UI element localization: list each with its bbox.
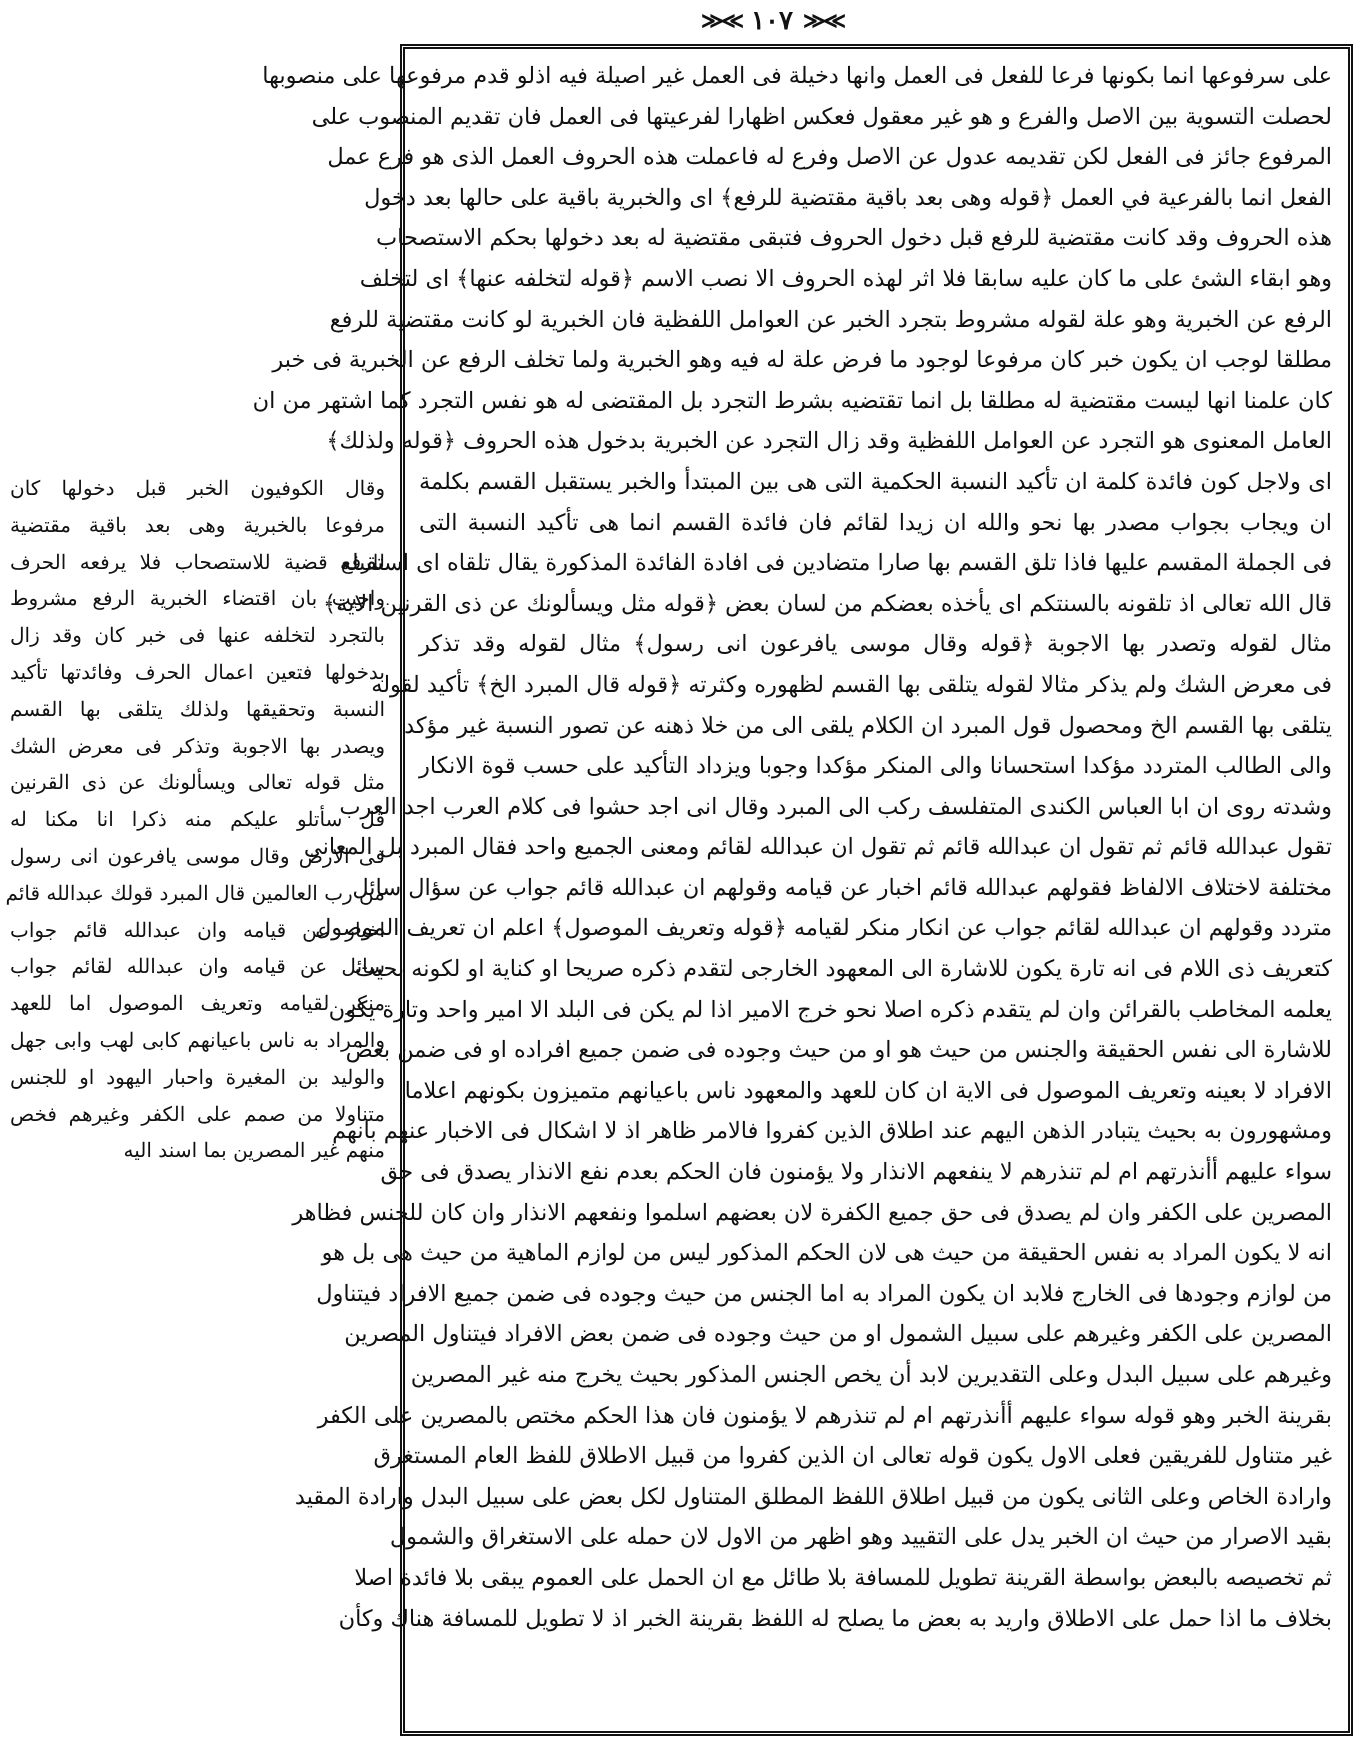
- margin-text-line: مرفوعا بالخبرية وهى بعد باقية مقتضية: [10, 512, 385, 537]
- main-text-line: اى ولاجل كون فائدة كلمة ان تأكيد النسبة الحكمية التى هى بين المبتدأ والخبر يستقبل القسم بكلمة: [419, 468, 1332, 495]
- page-header: [642, 4, 902, 38]
- main-text-line: العامل المعنوى هو التجرد عن العوامل اللفظية وقد زال التجرد عن الخبرية بدخول هذه الحروف ﴿قوله ولذلك﴾: [326, 428, 1332, 455]
- margin-text-line: مثل قوله تعالى ويسألونك عن ذى القرنين: [10, 770, 385, 795]
- main-text-line: الفعل انما بالفرعية في العمل ﴿قوله وهى بعد باقية مقتضية للرفع﴾ اى والخبرية باقية على حالها بعد دخول: [364, 184, 1332, 211]
- main-text-line: من لوازم وجودها فى الخارج فلابد ان يكون المراد به اما الجنس من حيث وجوده فى ضمن جميع الافراد فيتناول: [316, 1280, 1332, 1307]
- margin-text-line: سائل عن قيامه وان عبدالله لقائم جواب: [10, 954, 385, 979]
- margin-text-line: والمراد به ناس باعيانهم كابى لهب وابى جهل: [10, 1027, 385, 1052]
- main-text-line: المرفوع جائز فى الفعل لكن تقديمه عدول عن الاصل وفرع له فاعملت هذه الحروف العمل الذى هو فرع عمل: [327, 144, 1332, 171]
- margin-text-line: واجيب بان اقتضاء الخبرية الرفع مشروط: [10, 586, 385, 611]
- main-text-line: الافراد لا بعينه وتعريف الموصول فى الاية ان كان للعهد والمعهود ناس باعيانهم متميزون بكونهم اعلاما: [404, 1077, 1332, 1104]
- main-text-line: لحصلت التسوية بين الاصل والفرع و هو غير معقول فعكس اظهارا لفرعيتها فى العمل فان تقديم المنصوب على: [311, 103, 1332, 130]
- main-text-line: بخلاف ما اذا حمل على الاطلاق واريد به بعض ما يصلح له اللفظ بقرينة الخبر اذ لا تطويل للمسافة هناك وكأن: [338, 1605, 1332, 1632]
- margin-text-line: منكر لقيامه وتعريف الموصول اما للعهد: [10, 991, 385, 1016]
- margin-text-line: ويصدر بها الاجوبة وتذكر فى معرض الشك: [10, 733, 385, 758]
- margin-text-line: قل سأتلو عليكم منه ذكرا انا مكنا له: [10, 807, 385, 832]
- main-text-line: المصرين على الكفر وغيرهم على سبيل الشمول او من حيث وجوده فى ضمن بعض الافراد فيتناول المصرين: [344, 1321, 1332, 1348]
- main-text-line: قال الله تعالى اذ تلقونه بالسنتكم اى يأخذه بعضكم من لسان بعض ﴿قوله مثل ويسألونك عن ذى القرنين الاية﴾: [323, 590, 1332, 617]
- main-text-line: فى معرض الشك ولم يذكر مثالا لقوله يتلقى بها القسم لظهوره وكثرته ﴿قوله قال المبرد الخ﴾ تأكيد لقوله: [371, 671, 1332, 698]
- main-text-line: والى الطالب المتردد مؤكدا استحسانا والى المنكر مؤكدا وجوبا ويزداد التأكيد على حسب قوة الانكار: [419, 753, 1332, 780]
- main-text-line: فى الجملة المقسم عليها فاذا تلق القسم بها صارا متضادين فى افادة الفائدة المذكورة يقال تلقاه اى استقبله: [339, 550, 1332, 577]
- margin-text-line: اخبار عن قيامه وان عبدالله قائم جواب: [10, 917, 385, 942]
- main-text-line: يعلمه المخاطب بالقرائن وان لم يتقدم ذكره اصلا نحو خرج الامير اذا لم يكن فى البلد الا امير واحد وتارة يكون: [328, 996, 1332, 1023]
- margin-text-line: فى الارض وقال موسى يافرعون انى رسول: [10, 843, 385, 868]
- ornament-right-icon: ≫≪: [802, 8, 844, 34]
- main-text-line: كتعريف ذى اللام فى انه تارة يكون للاشارة الى المعهود الخارجى لتقدم ذكره صريحا او كناية او لكونه بحيث: [354, 956, 1332, 983]
- main-text-line: غير متناول للفريقين فعلى الاول يكون قوله تعالى ان الذين كفروا من قبيل الاطلاق للفظ العام المستغرق: [373, 1443, 1332, 1470]
- margin-commentary: [5, 470, 385, 1169]
- main-text-line: مختلفة لاختلاف الالفاظ فقولهم عبدالله قائم اخبار عن قيامه وقولهم ان عبدالله قائم جواب عن سؤال سائل: [352, 874, 1332, 901]
- margin-text-line: وقال الكوفيون الخبر قبل دخولها كان: [10, 476, 385, 500]
- margin-text-line: والوليد بن المغيرة واحبار اليهود او للجنس: [10, 1064, 385, 1089]
- margin-text-line: بالتجرد لتخلفه عنها فى خبر كان وقد زال: [10, 623, 385, 648]
- main-text-line: انه لا يكون المراد به نفس الحقيقة من حيث هى لان الحكم المذكور ليس من لوازم الماهية من حيث هى بل هو: [321, 1240, 1332, 1267]
- main-text-line: بقيد الاصرار من حيث ان الخبر يدل على التقييد وهو اظهر من الاول لان حمله على الاستغراق والشمول: [389, 1524, 1332, 1551]
- main-text-line: ومشهورون به بحيث يتبادر الذهن اليهم عند اطلاق الذين كفروا فالامر ظاهر اذ لا اشكال فى الاخبار عنهم بانهم: [332, 1118, 1332, 1145]
- main-text-line: وغيرهم على سبيل البدل وعلى التقديرين لابد أن يخص الجنس المذكور بحيث يخرج منه غير المصرين: [410, 1362, 1332, 1388]
- main-text-line: على سرفوعها انما بكونها فرعا للفعل فى العمل وانها دخيلة فى العمل غير اصيلة فيه اذلو قدم مرفوعها على منصوبها: [262, 63, 1332, 89]
- margin-text-line: بدخولها فتعين اعمال الحرف وفائدتها تأكيد: [10, 659, 385, 684]
- main-text-line: هذه الحروف وقد كانت مقتضية للرفع قبل دخول الحروف فتبقى مقتضية له بعد دخولها بحكم الاستصحاب: [376, 225, 1332, 252]
- main-text-line: يتلقى بها القسم الخ ومحصول قول المبرد ان الكلام يلقى الى من خلا ذهنه عن تصور النسبة غير مؤكد: [404, 712, 1332, 739]
- main-text-line: سواء عليهم أأنذرتهم ام لم تنذرهم لا ينفعهم الانذار ولا يؤمنون فان الحكم بعدم نفع الانذار يصدق فى حق: [380, 1159, 1332, 1186]
- ornament-left-icon: ≫≪: [700, 8, 742, 34]
- main-text-line: وشدته روى ان ابا العباس الكندى المتفلسف ركب الى المبرد وقال انى اجد حشوا فى كلام العرب اجد العرب: [339, 793, 1332, 820]
- main-text-line: للاشارة الى نفس الحقيقة والجنس من حيث هو او من حيث وجوده فى ضمن جميع افراده او فى ضمن بعض: [345, 1037, 1332, 1064]
- main-text-line: تقول عبدالله قائم ثم تقول ان عبدالله قائم ثم تقول ان عبدالله لقائم ومعنى الجميع واحد فقال المبرد بل المعانى: [303, 834, 1332, 861]
- main-text-line: وهو ابقاء الشئ على ما كان عليه سابقا فلا اثر لهذه الحروف الا نصب الاسم ﴿قوله لتخلفه عنها﴾ اى لتخلف: [359, 265, 1332, 292]
- main-text-line: ان ويجاب بجواب مصدر بها نحو والله ان زيدا لقائم فان فائدة القسم انما هى تأكيد النسبة التى: [419, 509, 1332, 536]
- main-text-line: الرفع عن الخبرية وهو علة لقوله مشروط بتجرد الخبر عن العوامل اللفظية فان الخبرية لو كانت مقتضية للرفع: [329, 306, 1332, 333]
- margin-text-line: منهم غير المصرين بما اسند اليه: [123, 1138, 385, 1163]
- page-number: ١٠٧: [751, 6, 793, 36]
- main-text-line: بقرينة الخبر وهو قوله سواء عليهم أأنذرتهم ام لم تنذرهم لا يؤمنون فان هذا الحكم مختص بالمصرين على الكفر: [317, 1402, 1332, 1429]
- main-text-line: ثم تخصيصه بالبعض بواسطة القرينة تطويل للمسافة بلا طائل مع ان الحمل على العموم يبقى بلا فائدة اصلا: [354, 1564, 1332, 1591]
- main-text-line: كان علمنا انها ليست مقتضية له مطلقا بل انما تقتضيه بشرط التجرد بل المقتضى له هو نفس التجرد كما اشتهر من ان: [252, 387, 1332, 414]
- main-text-line: متردد وقولهم ان عبدالله لقائم جواب عن انكار منكر لقيامه ﴿قوله وتعريف الموصول﴾ اعلم ان تعريف الموصول: [314, 915, 1332, 942]
- margin-text-line: من رب العالمين قال المبرد قولك عبدالله قائم: [5, 880, 385, 905]
- main-text-line: وارادة الخاص وعلى الثانى يكون من قبيل اطلاق اللفظ المطلق المتناول لكل بعض على سبيل البدل وارادة المقيد: [294, 1483, 1332, 1510]
- main-text-line: مطلقا لوجب ان يكون خبر كان مرفوعا لوجود ما فرض علة له فيه وهو الخبرية ولما تخلف الرفع عن الخبرية فى خبر: [272, 347, 1332, 374]
- margin-text-line: متناولا من صمم على الكفر وغيرهم فخص: [10, 1101, 385, 1126]
- main-text-line: مثال لقوله وتصدر بها الاجوبة ﴿قوله وقال موسى يافرعون انى رسول﴾ مثال لقوله وقد تذكر: [419, 631, 1332, 658]
- margin-text-line: للرفع قضية للاستصحاب فلا يرفعه الحرف: [10, 549, 385, 574]
- main-text-line: المصرين على الكفر وان لم يصدق فى حق جميع الكفرة لان بعضهم اسلموا ونفعهم الانذار وان كان للجنس فظاهر: [292, 1199, 1332, 1226]
- margin-text-line: النسبة وتحقيقها ولذلك يتلقى بها القسم: [10, 696, 385, 721]
